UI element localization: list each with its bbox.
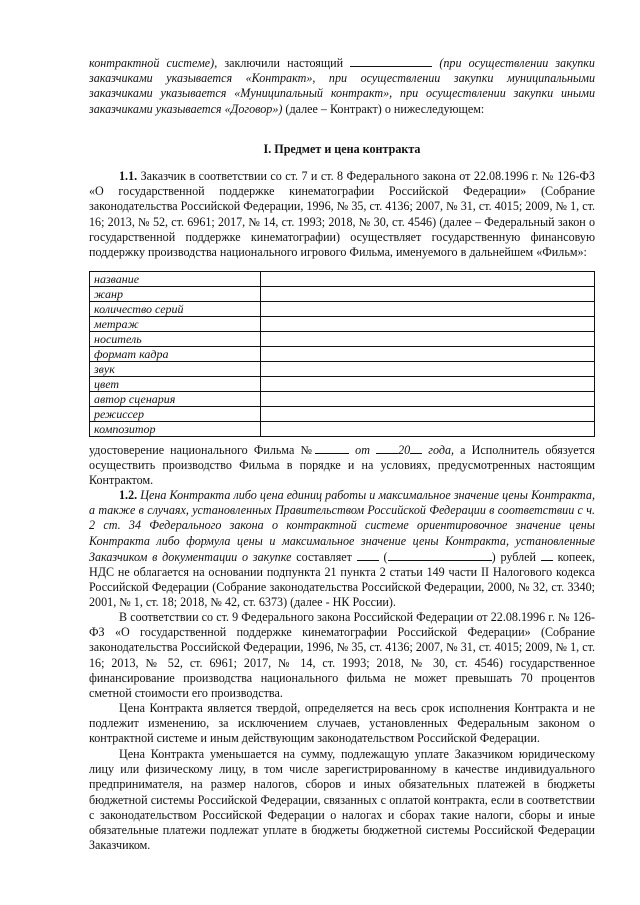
paragraph-1-2 xyxy=(89,488,595,611)
paragraph-1-1-number: 1.1. xyxy=(119,169,138,183)
blank-amount xyxy=(357,549,379,561)
table-row xyxy=(90,302,595,317)
certificate-year-word: года, xyxy=(422,443,455,457)
table-cell-label: композитор xyxy=(90,422,261,437)
table-cell-value xyxy=(261,392,595,407)
certificate-year-prefix: 20 xyxy=(398,443,411,457)
paragraph-1-2-rest: копеек, НДС не облагается на основании подпункта 21 пункта 2 статьи 149 части II Налогового кодекса Российской Федерации (Собрание законодательства Российской Федерации, 2000, № 32, ст. 3340; 2001, № 1, ст. 18; 2018, № 42, ст. 6373) (далее - НК России). xyxy=(89,549,595,610)
paragraph-1-2-open: ( xyxy=(378,549,388,564)
after-table-paragraph xyxy=(89,442,595,489)
paragraph-1-1 xyxy=(89,169,595,260)
table-cell-label: метраж xyxy=(90,317,261,332)
certificate-from: от xyxy=(349,443,377,457)
paragraph-1-1-text: Заказчик в соответствии со ст. 7 и ст. 8 Федерального закона от 22.08.1996 г. № 126-ФЗ «О государственной поддержке кинематографии Российской Федерации» (Собрание законодательства Российской Федерации, 1996, № 35, ст. 4136; 2007, № 31, ст. 4015; 2009, № 1, ст. 16; 2013, № 52, ст. 6961; 2017, № 14, ст. 1993; 2018, № 30, ст. 4546) (далее – Федеральный закон о государственной поддержке кинематографии) осуществляет государственную финансовую поддержку производства национального игрового Фильма, именуемого в дальнейшем «Фильм»: xyxy=(89,169,595,260)
table-cell-value xyxy=(261,317,595,332)
table-cell-value xyxy=(261,332,595,347)
table-cell-label: формат кадра xyxy=(90,347,261,362)
film-characteristics-table xyxy=(89,271,595,437)
paragraph-fixed-price-text: Цена Контракта является твердой, определяется на весь срок исполнения Контракта и не подлежит изменению, за исключением случаев, установленных Федеральным законом о контрактной системе и иным действующим законодательством Российской Федерации. xyxy=(89,701,595,746)
table-cell-label: название xyxy=(90,272,261,287)
blank-date xyxy=(376,442,398,454)
intro-italic-2: (при осуществлении закупки заказчиками указывается «Контракт», при осуществлении закупки муниципальными заказчиками указывается «Муниципальный контракт», при осуществлении закупки иными заказчиками указывается «Договор») xyxy=(89,56,595,116)
table-cell-label: звук xyxy=(90,362,261,377)
table-row xyxy=(90,362,595,377)
table-cell-value xyxy=(261,362,595,377)
table-row xyxy=(90,422,595,437)
table-cell-value xyxy=(261,287,595,302)
paragraph-article-9 xyxy=(89,610,595,701)
table-cell-label: количество серий xyxy=(90,302,261,317)
blank-amount-words xyxy=(388,549,492,561)
intro-paragraph xyxy=(89,55,595,117)
table-cell-label: автор сценария xyxy=(90,392,261,407)
paragraph-article-9-text: В соответствии со ст. 9 Федерального закона Российской Федерации от 22.08.1996 г. № 126-ФЗ «О государственной поддержке кинематографии Российской Федерации» (Собрание законодательства Российской Федерации, 1996, № 35, ст. 4136; 2007, № 31, ст. 4015; 2009, № 1, ст. 16; 2013, № 52, ст. 6961; 2017, № 14, ст. 1993; 2018, № 30, ст. 4546) государственное финансирование производства национального фильма не может превышать 70 процентов сметной стоимости его производства. xyxy=(89,610,595,701)
table-row xyxy=(90,407,595,422)
paragraph-1-2-italic: Цена Контракта либо цена единиц работы и максимальное значение цены Контракта, а также в случаях, установленных Правительством Российской Федерации в соответствии с ч. 2 ст. 34 Федерального закона о контрактной системе ориентировочное значение цены Контракта либо формула цены и максимальное значение цены Контракта, установленные Заказчиком в документации о закупке xyxy=(89,488,595,564)
table-cell-value xyxy=(261,422,595,437)
blank-contract-type xyxy=(350,55,432,67)
table-row xyxy=(90,317,595,332)
paragraph-1-2-close: ) xyxy=(491,549,496,564)
paragraph-price-reduction-text: Цена Контракта уменьшается на сумму, подлежащую уплате Заказчиком юридическому лицу или физическому лицу, в том числе зарегистрированному в качестве индивидуального предпринимателя, на размер налогов, сборов и иных обязательных платежей в бюджеты бюджетной системы Российской Федерации, связанных с оплатой контракта, если в соответствии с законодательством Российской Федерации о налогах и сборах такие налоги, сборы и иные обязательные платежи подлежат уплате в бюджеты бюджетной системы Российской Федерации Заказчиком. xyxy=(89,747,595,853)
certificate-rest: а Исполнитель обязуется осуществить производство Фильма в порядке и на условиях, предусмотренных настоящим Контрактом. xyxy=(89,443,595,488)
table-row xyxy=(90,347,595,362)
paragraph-1-2-amount-label: составляет xyxy=(291,549,357,564)
table-cell-value xyxy=(261,347,595,362)
paragraph-price-reduction xyxy=(89,747,595,853)
intro-text-2: (далее – Контракт) о нижеследующем: xyxy=(282,101,485,116)
blank-year xyxy=(410,442,422,454)
paragraph-1-2-rubles: рублей xyxy=(500,549,536,564)
table-cell-label: режиссер xyxy=(90,407,261,422)
paragraph-1-2-number: 1.2. xyxy=(119,488,138,502)
table-cell-value xyxy=(261,302,595,317)
table-cell-value xyxy=(261,407,595,422)
table-row xyxy=(90,332,595,347)
blank-certificate-number xyxy=(315,442,349,454)
blank-kopecks xyxy=(541,549,553,561)
table-cell-label: жанр xyxy=(90,287,261,302)
table-cell-value xyxy=(261,377,595,392)
certificate-text: удостоверение национального Фильма № xyxy=(89,443,316,457)
section-heading: I. Предмет и цена контракта xyxy=(263,142,421,156)
table-cell-label: носитель xyxy=(90,332,261,347)
table-cell-label: цвет xyxy=(90,377,261,392)
table-row xyxy=(90,392,595,407)
table-row xyxy=(90,287,595,302)
paragraph-fixed-price xyxy=(89,701,595,747)
table-row xyxy=(90,377,595,392)
intro-italic-1: контрактной системе) xyxy=(89,56,215,70)
intro-text-1: , заключили настоящий xyxy=(214,56,351,70)
table-row xyxy=(90,272,595,287)
table-cell-value xyxy=(261,272,595,287)
